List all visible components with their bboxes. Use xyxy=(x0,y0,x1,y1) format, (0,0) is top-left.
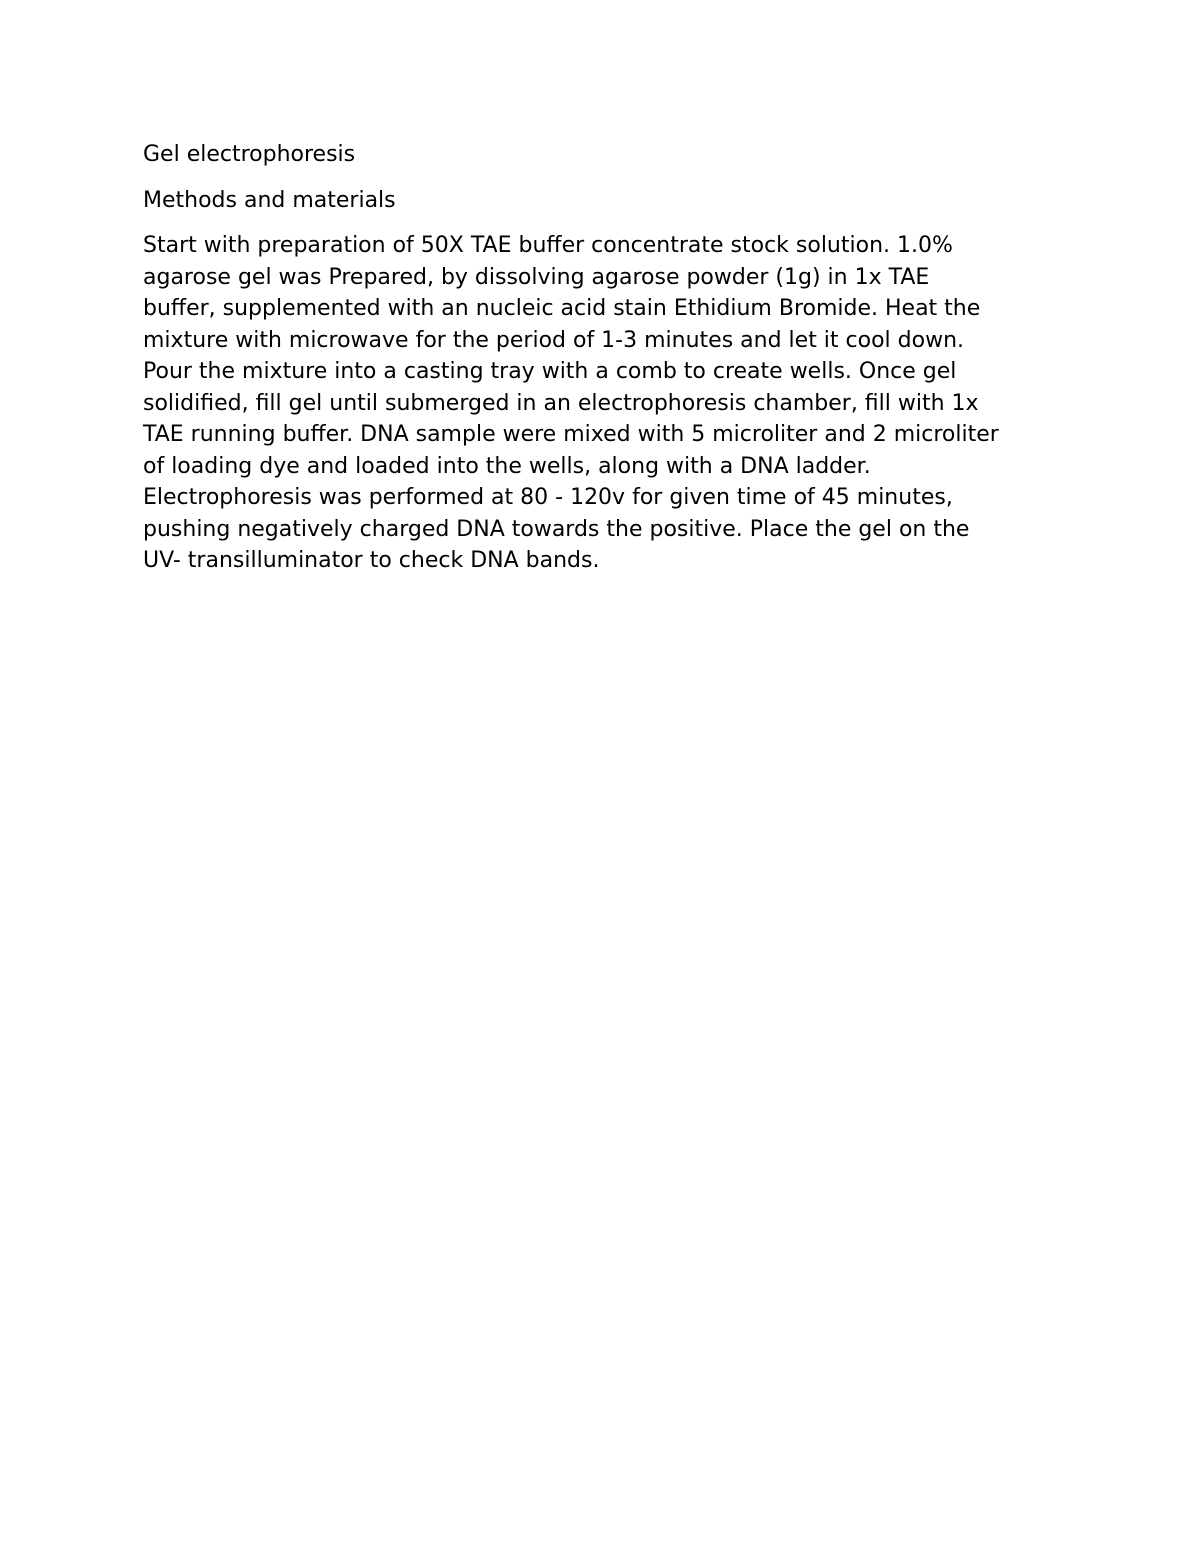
paragraph-line: pushing negatively charged DNA towards the positive. Place the gel on the xyxy=(143,516,970,542)
paragraph-line: Pour the mixture into a casting tray with a comb to create wells. Once gel xyxy=(143,359,957,384)
paragraph-line: solidified, fill gel until submerged in an electrophoresis chamber, fill with 1x xyxy=(143,390,979,416)
paragraph-line: Electrophoresis was performed at 80 - 120v for given time of 45 minutes, xyxy=(143,485,953,510)
document-title: Gel electrophoresis xyxy=(143,142,356,167)
document-content xyxy=(143,139,1073,577)
methods-paragraph xyxy=(143,230,1073,577)
paragraph-line: of loading dye and loaded into the wells, along with a DNA ladder. xyxy=(143,453,871,479)
paragraph-line: TAE running buffer. DNA sample were mixed with 5 microliter and 2 microliter xyxy=(143,422,999,447)
paragraph-line: agarose gel was Prepared, by dissolving agarose powder (1g) in 1x TAE xyxy=(143,264,930,290)
paragraph-line: mixture with microwave for the period of 1-3 minutes and let it cool down. xyxy=(143,327,965,353)
paragraph-line: Start with preparation of 50X TAE buffer concentrate stock solution. 1.0% xyxy=(143,233,953,258)
paragraph-line: buffer, supplemented with an nucleic acid stain Ethidium Bromide. Heat the xyxy=(143,296,981,321)
document-subtitle: Methods and materials xyxy=(143,187,396,213)
paragraph-line: UV- transilluminator to check DNA bands. xyxy=(143,548,600,573)
